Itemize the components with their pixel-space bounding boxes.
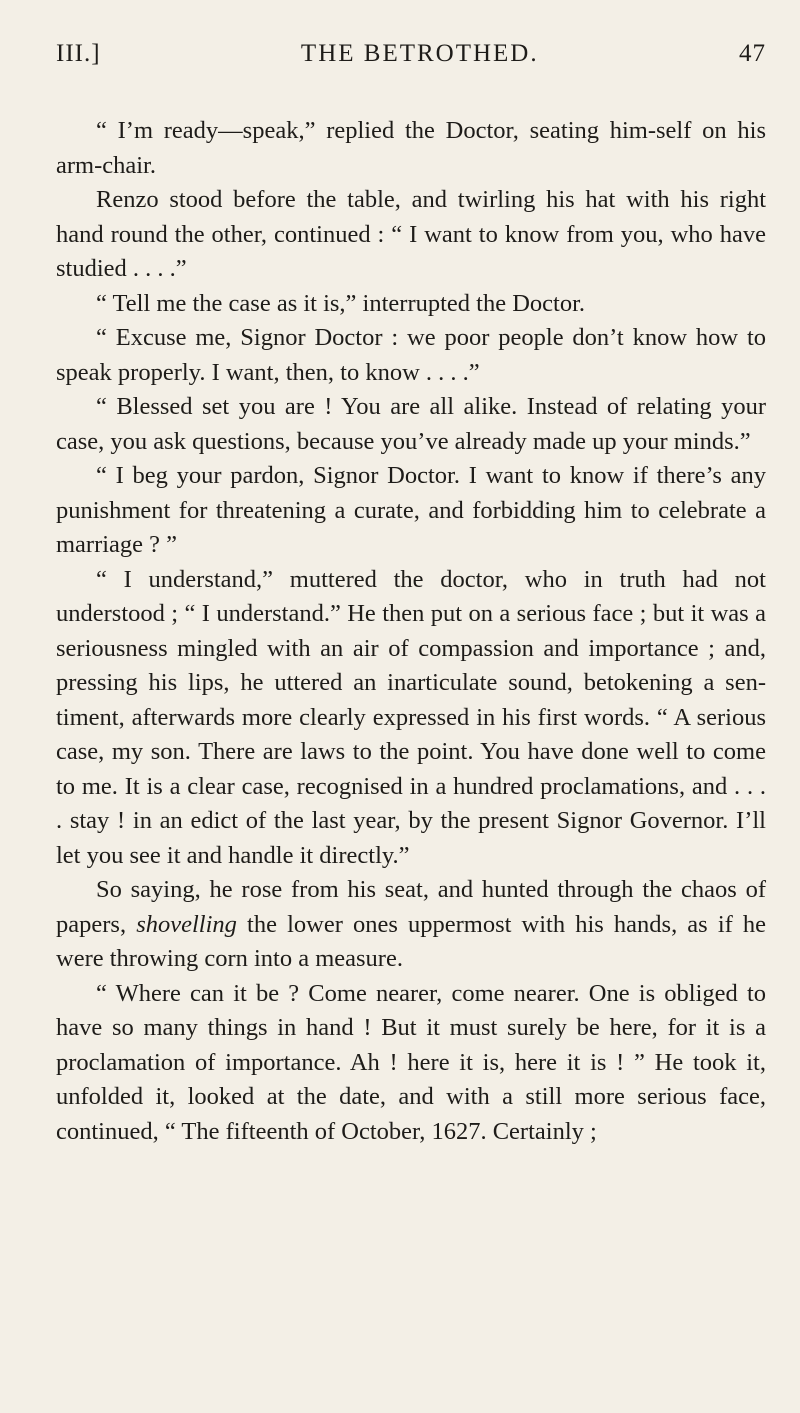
paragraph-3: “ Tell me the case as it is,” interrupted the Doctor. [96,289,586,317]
paragraph-2: Renzo stood before the table, and twirling his hat with his right hand round the other, continued : “ I want to know from you, who have studied . . . .” [56,186,766,282]
book-page [56,40,766,1149]
page-number: 47 [738,40,766,67]
paragraph-5: “ Blessed set you are ! You are all alike. Instead of relating your case, you ask questions, because you’ve already made up your minds.” [56,393,766,455]
running-title: THE BETROTHED. [300,40,539,67]
paragraph-6: “ I beg your pardon, Signor Doctor. I want to know if there’s any punishment for threatening a curate, and forbidding him to celebrate a marriage ? ” [56,462,766,558]
paragraph-8-start: So saying, he rose from his seat, and hunted through the chaos of papers, [56,876,766,938]
paragraph-8-end: the lower ones uppermost with his hands, as if he were throwing corn into a measure. [56,910,767,972]
chapter-number: III.] [56,40,101,67]
paragraph-1: “ I’m ready—speak,” replied the Doctor, seating him-self on his arm-chair. [56,117,766,179]
paragraph-8 [56,873,766,977]
paragraph-7: “ I understand,” muttered the doctor, who in truth had not understood ; “ I understand.” He then put on a serious face ; but it was a seriousness mingled with an air of compassion and importance ; and, pressing his lips, he uttered an inarticulate sound, betokening a sen-timent, afterwards more clearly expressed in his first words. “ A serious case, my son. There are laws to the point. You have done well to come to me. It is a clear case, recognised in a hundred proclamations, and . . . . stay ! in an edict of the last year, by the present Signor Governor. I’ll let you see it and handle it directly.” [56,565,766,869]
running-head [56,40,766,84]
paragraph-9: “ Where can it be ? Come nearer, come nearer. One is obliged to have so many things in hand ! But it must surely be here, for it is a proclamation of importance. Ah ! here it is, here it is ! ” He took it, unfolded it, looked at the date, and with a still more serious face, continued, “ The fifteenth of October, 1627. Certainly ; [56,979,766,1145]
paragraph-4: “ Excuse me, Signor Doctor : we poor people don’t know how to speak properly. I want, then, to know . . . .” [56,324,766,386]
italic-word: shovelling [136,910,237,938]
